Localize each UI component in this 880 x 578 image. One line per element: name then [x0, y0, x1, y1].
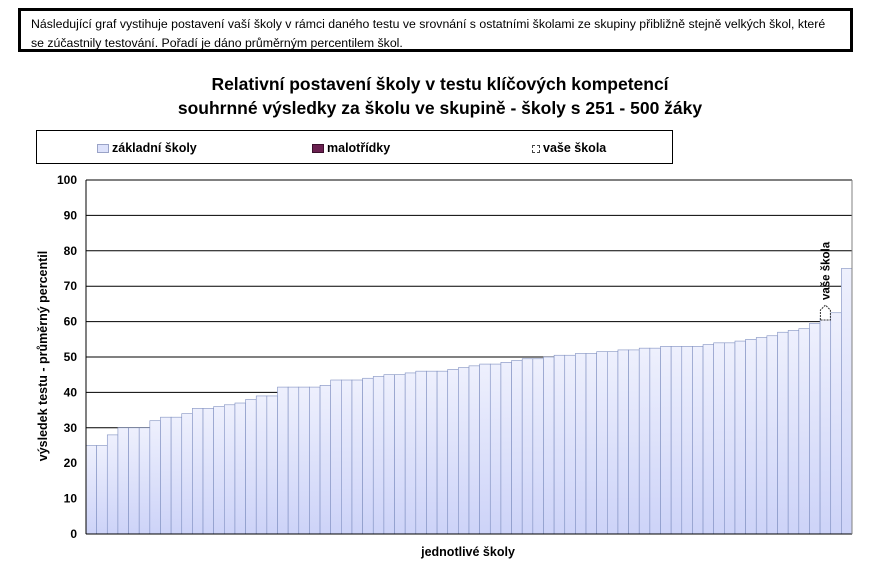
bar — [246, 399, 257, 534]
bar — [692, 346, 703, 534]
bar — [501, 362, 512, 534]
bar — [820, 318, 831, 534]
bar — [129, 428, 140, 534]
bar — [160, 417, 171, 534]
bar — [831, 313, 842, 534]
bar — [778, 332, 789, 534]
bar — [214, 407, 225, 534]
bar — [107, 435, 118, 534]
bar — [352, 380, 363, 534]
y-tick-label: 100 — [56, 173, 77, 187]
bar — [86, 446, 97, 535]
bar — [703, 345, 714, 534]
y-tick-labels — [57, 173, 77, 541]
bar — [629, 350, 640, 534]
y-tick-label: 0 — [70, 527, 77, 541]
bar — [746, 339, 757, 534]
y-tick-label: 60 — [63, 314, 77, 329]
school-marker-icon — [820, 305, 830, 320]
bar — [724, 343, 735, 534]
bar — [267, 396, 278, 534]
legend-label-small: malotřídky — [327, 141, 391, 155]
bar — [203, 408, 214, 534]
legend-label-basic: základní školy — [112, 141, 197, 155]
bar — [139, 428, 150, 534]
bar-series — [86, 269, 852, 535]
bar — [565, 355, 576, 534]
y-tick-label: 30 — [63, 420, 77, 435]
bar — [384, 375, 395, 534]
bar — [299, 387, 310, 534]
bar — [395, 375, 406, 534]
bar — [426, 371, 437, 534]
bar — [533, 359, 544, 534]
y-tick-label: 70 — [63, 279, 77, 294]
bar — [331, 380, 342, 534]
bar — [607, 352, 618, 534]
bar — [235, 403, 246, 534]
y-tick-label: 20 — [63, 456, 77, 471]
bar — [512, 361, 523, 534]
chart-subtitle: souhrnné výsledky za školu ve skupině - školy s 251 - 500 žáky — [177, 98, 703, 118]
y-tick-label: 40 — [63, 385, 77, 400]
bar — [788, 330, 799, 534]
bar — [256, 396, 267, 534]
school-annotation — [820, 241, 832, 320]
bar — [554, 355, 565, 534]
bar — [799, 329, 810, 534]
bar — [809, 323, 820, 534]
bar — [735, 341, 746, 534]
bar — [575, 353, 586, 534]
bar — [288, 387, 299, 534]
bar — [767, 336, 778, 534]
bar — [363, 378, 374, 534]
bar — [618, 350, 629, 534]
bar — [480, 364, 491, 534]
chart-title: Relativní postavení školy v testu klíčových kompetencí — [211, 74, 669, 94]
bar — [448, 369, 459, 534]
y-tick-label: 10 — [63, 491, 77, 506]
y-tick-label: 50 — [63, 350, 77, 364]
bar — [171, 417, 182, 534]
bar — [405, 373, 416, 534]
bar — [118, 428, 129, 534]
bar — [841, 269, 852, 535]
bar — [192, 408, 203, 534]
bar — [150, 421, 161, 534]
bar — [543, 357, 554, 534]
bar — [309, 387, 320, 534]
bar — [373, 376, 384, 534]
bar — [586, 353, 597, 534]
bar — [341, 380, 352, 534]
bar — [320, 385, 331, 534]
y-tick-label: 90 — [63, 208, 77, 223]
bar — [756, 338, 767, 534]
bar — [597, 352, 608, 534]
legend-label-school: vaše škola — [543, 141, 607, 155]
bar — [224, 405, 235, 534]
y-tick-label: 80 — [63, 243, 77, 258]
bar — [278, 387, 289, 534]
bar — [661, 346, 672, 534]
bar — [97, 446, 108, 535]
x-axis-title: jednotlivé školy — [421, 545, 515, 559]
bar — [437, 371, 448, 534]
bar — [416, 371, 427, 534]
y-axis-title: výsledek testu - průměrný percentil — [36, 250, 50, 462]
bar — [714, 343, 725, 534]
bar — [182, 414, 193, 534]
your-school-label: vaše škola — [820, 241, 833, 301]
bar — [522, 359, 533, 534]
bar — [639, 348, 650, 534]
intro-text: Následující graf vystihuje postavení vaší školy v rámci daného testu ve srovnání s ostatními školami ze skupiny přibližně stejně velkých škol, které se zúčastnily testování. Pořadí je dáno průměrným percentilem škol. — [31, 17, 826, 50]
bar — [458, 368, 469, 534]
bar — [650, 348, 661, 534]
bar — [490, 364, 501, 534]
bar — [682, 346, 693, 534]
bar — [671, 346, 682, 534]
bar — [469, 366, 480, 534]
